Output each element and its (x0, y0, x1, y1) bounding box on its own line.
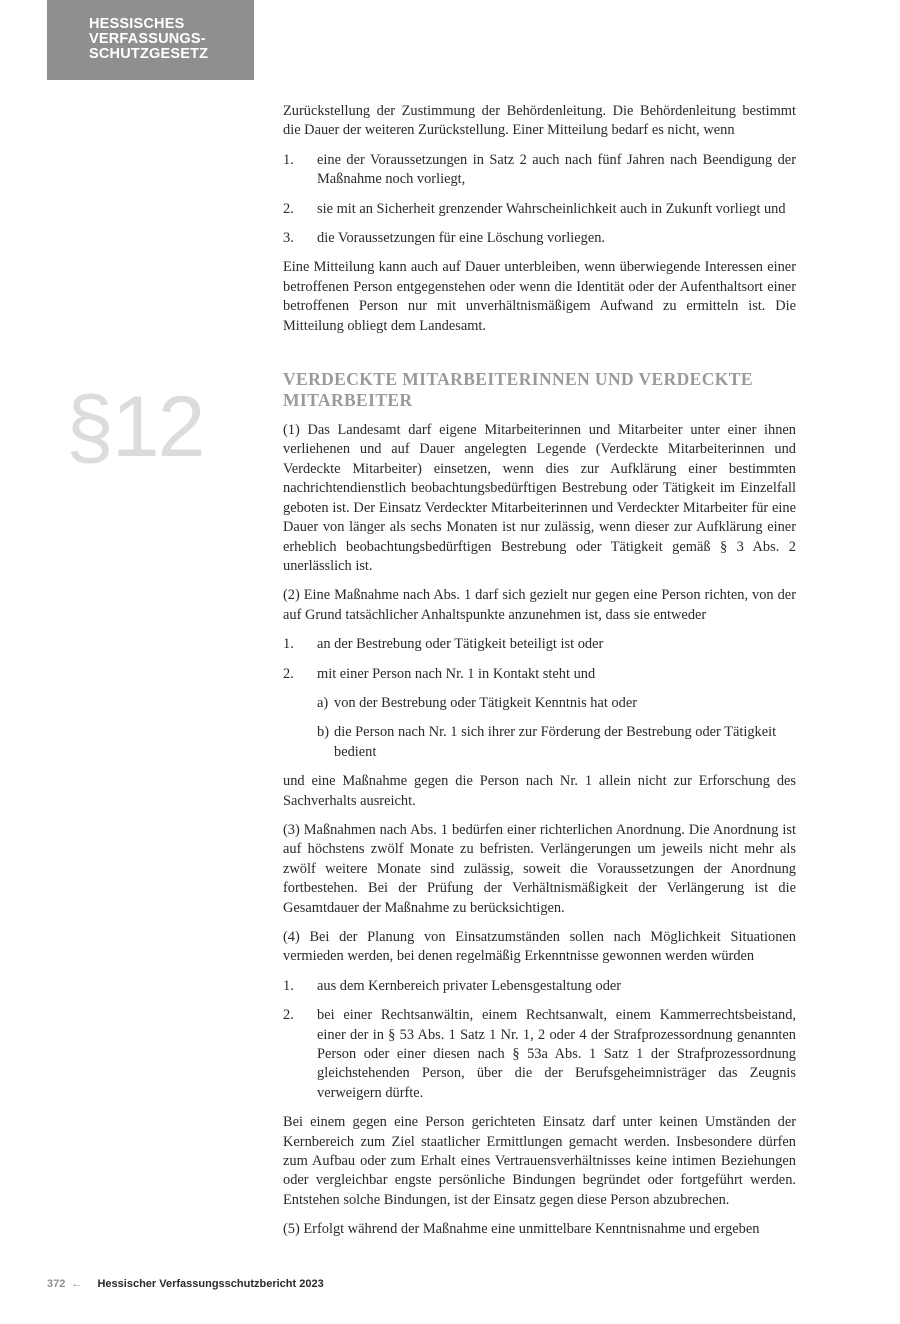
list-number: 2. (283, 1007, 294, 1024)
paragraph-3: (3) Maßnahmen nach Abs. 1 bedürfen einer richterlichen Anordnung. Die Anordnung ist auf höchstens zwölf Monate zu befristen. Verlängerungen um jeweils nicht mehr als zwölf weitere Monate sind zulässig, soweit die Voraussetzungen der Anordnung fortbestehen. Bei der Prüfung der Verhältnismäßigkeit der Verlängerung ist die Gesamtdauer der Maßnahme zu berücksichtigen. (283, 821, 796, 916)
list-text: an der Bestrebung oder Tätigkeit beteiligt ist oder (317, 636, 604, 653)
list-item (283, 665, 796, 684)
tab-line: SCHUTZGESETZ (89, 46, 209, 62)
sublist-label: a) (317, 694, 329, 711)
paragraph-2-closing: und eine Maßnahme gegen die Person nach Nr. 1 allein nicht zur Erforschung des Sachverhalts ausreicht. (283, 773, 796, 809)
page-number: 372 (47, 1278, 66, 1290)
tab-line: HESSISCHES (89, 16, 185, 32)
list-number: 1. (283, 636, 294, 653)
intro-list (283, 151, 796, 249)
paragraph-2: (2) Eine Maßnahme nach Abs. 1 darf sich gezielt nur gegen eine Person richten, von der auf Grund tatsächlicher Anhaltspunkte anzunehmen ist, dass sie entweder (283, 587, 796, 623)
list-text: mit einer Person nach Nr. 1 in Kontakt steht und (317, 665, 596, 682)
sublist-item (317, 723, 796, 762)
list-item (283, 1006, 796, 1103)
list-text: die Voraussetzungen für eine Löschung vorliegen. (317, 230, 606, 247)
list-number: 1. (283, 151, 294, 168)
list-item (283, 229, 796, 248)
list-text: sie mit an Sicherheit grenzender Wahrscheinlichkeit auch in Zukunft vorliegt und (317, 200, 786, 217)
sublist-label: b) (317, 724, 329, 741)
paragraph-4-list (283, 977, 796, 1103)
intro-lead: Zurückstellung der Zustimmung der Behördenleitung. Die Behördenleitung bestimmt die Dauer der weiteren Zurückstellung. Einer Mitteilung bedarf es nicht, wenn (283, 103, 796, 139)
list-item (283, 977, 796, 996)
paragraph-2-sublist (283, 694, 796, 762)
paragraph-2-list (283, 635, 796, 684)
list-number: 2. (283, 200, 294, 217)
section-number: §12 (66, 379, 204, 475)
page-footer (47, 1278, 324, 1290)
paragraph-4: (4) Bei der Planung von Einsatzumständen sollen nach Möglichkeit Situationen vermieden werden, bei denen regelmäßig Erkenntnisse gewonnen werden würden (283, 929, 796, 965)
list-number: 2. (283, 665, 294, 682)
list-number: 1. (283, 977, 294, 994)
body-text (283, 102, 796, 1250)
section-heading: VERDECKTE MITARBEITERINNEN UND VERDECKTE MITARBEITER (283, 369, 753, 411)
tab-line: VERFASSUNGS- (89, 31, 206, 47)
list-item (283, 200, 796, 219)
sublist-item (317, 694, 796, 713)
paragraph-1: (1) Das Landesamt darf eigene Mitarbeiterinnen und Mitarbeiter unter einer ihnen verliehenen und auf Dauer angelegten Legende (Verdeckte Mitarbeiterinnen und Verdeckte Mitarbeiter) einsetzen, wenn dies zur Aufklärung einer bestimmten nachrichtendienstlich beobachtungsbedürftigen Bestrebung oder Tätigkeit im Einzelfall geboten ist. Der Einsatz Verdeckter Mitarbeiterinnen und Verdeckter Mitarbeiter für eine Dauer von länger als sechs Monaten ist nur zulässig, wenn dieser zur Aufklärung einer erheblich beobachtungsbedürftigen Bestrebung oder Tätigkeit gemäß § 3 Abs. 2 unerlässlich ist. (283, 422, 796, 574)
intro-closing: Eine Mitteilung kann auch auf Dauer unterbleiben, wenn überwiegende Interessen einer betroffenen Person entgegenstehen oder wenn die Identität oder der Aufenthaltsort einer betroffenen Person nur mit unverhältnismäßigem Aufwand zu ermitteln ist. Die Mitteilung obliegt dem Landesamt. (283, 259, 796, 334)
list-text: eine der Voraussetzungen in Satz 2 auch nach fünf Jahren nach Beendigung der Maßnahme noch vorliegt, (317, 151, 796, 188)
paragraph-4-closing: Bei einem gegen eine Person gerichteten Einsatz darf unter keinen Umständen der Kernbereich zum Ziel staatlicher Ermittlungen gemacht werden. Insbesondere dürfen zum Aufbau oder zum Erhalt eines Vertrauensverhältnisses keine intimen Beziehungen oder vergleichbar engste persönliche Bindungen begründet oder fortgeführt werden. Entstehen solche Bindungen, ist der Einsatz gegen diese Person abzubrechen. (283, 1114, 796, 1208)
list-text: bei einer Rechtsanwältin, einem Rechtsanwalt, einem Kammerrechtsbeistand, einer der in § 53 Abs. 1 Satz 1 Nr. 1, 2 oder 4 der Strafprozessordnung genannten Person oder einer diesen nach § 53a Abs. 1 Satz 1 der Strafprozessordnung gleichstehenden Person, über die der Berufsgeheimnisträger das Zeugnis verweigern dürfte. (317, 1007, 796, 1101)
list-item (283, 635, 796, 654)
sublist-text: von der Bestrebung oder Tätigkeit Kenntnis hat oder (334, 694, 638, 711)
list-text: aus dem Kernbereich privater Lebensgestaltung oder (317, 977, 622, 994)
list-item (283, 151, 796, 190)
paragraph-5: (5) Erfolgt während der Maßnahme eine unmittelbare Kenntnisnahme und ergeben (283, 1221, 760, 1238)
section-tab-header (47, 0, 254, 80)
arrow-left-icon: ← (71, 1278, 83, 1290)
publication-title: Hessischer Verfassungsschutzbericht 2023 (97, 1278, 324, 1290)
sublist-text: die Person nach Nr. 1 sich ihrer zur Förderung der Bestrebung oder Tätigkeit bedient (334, 724, 777, 760)
list-number: 3. (283, 230, 294, 247)
